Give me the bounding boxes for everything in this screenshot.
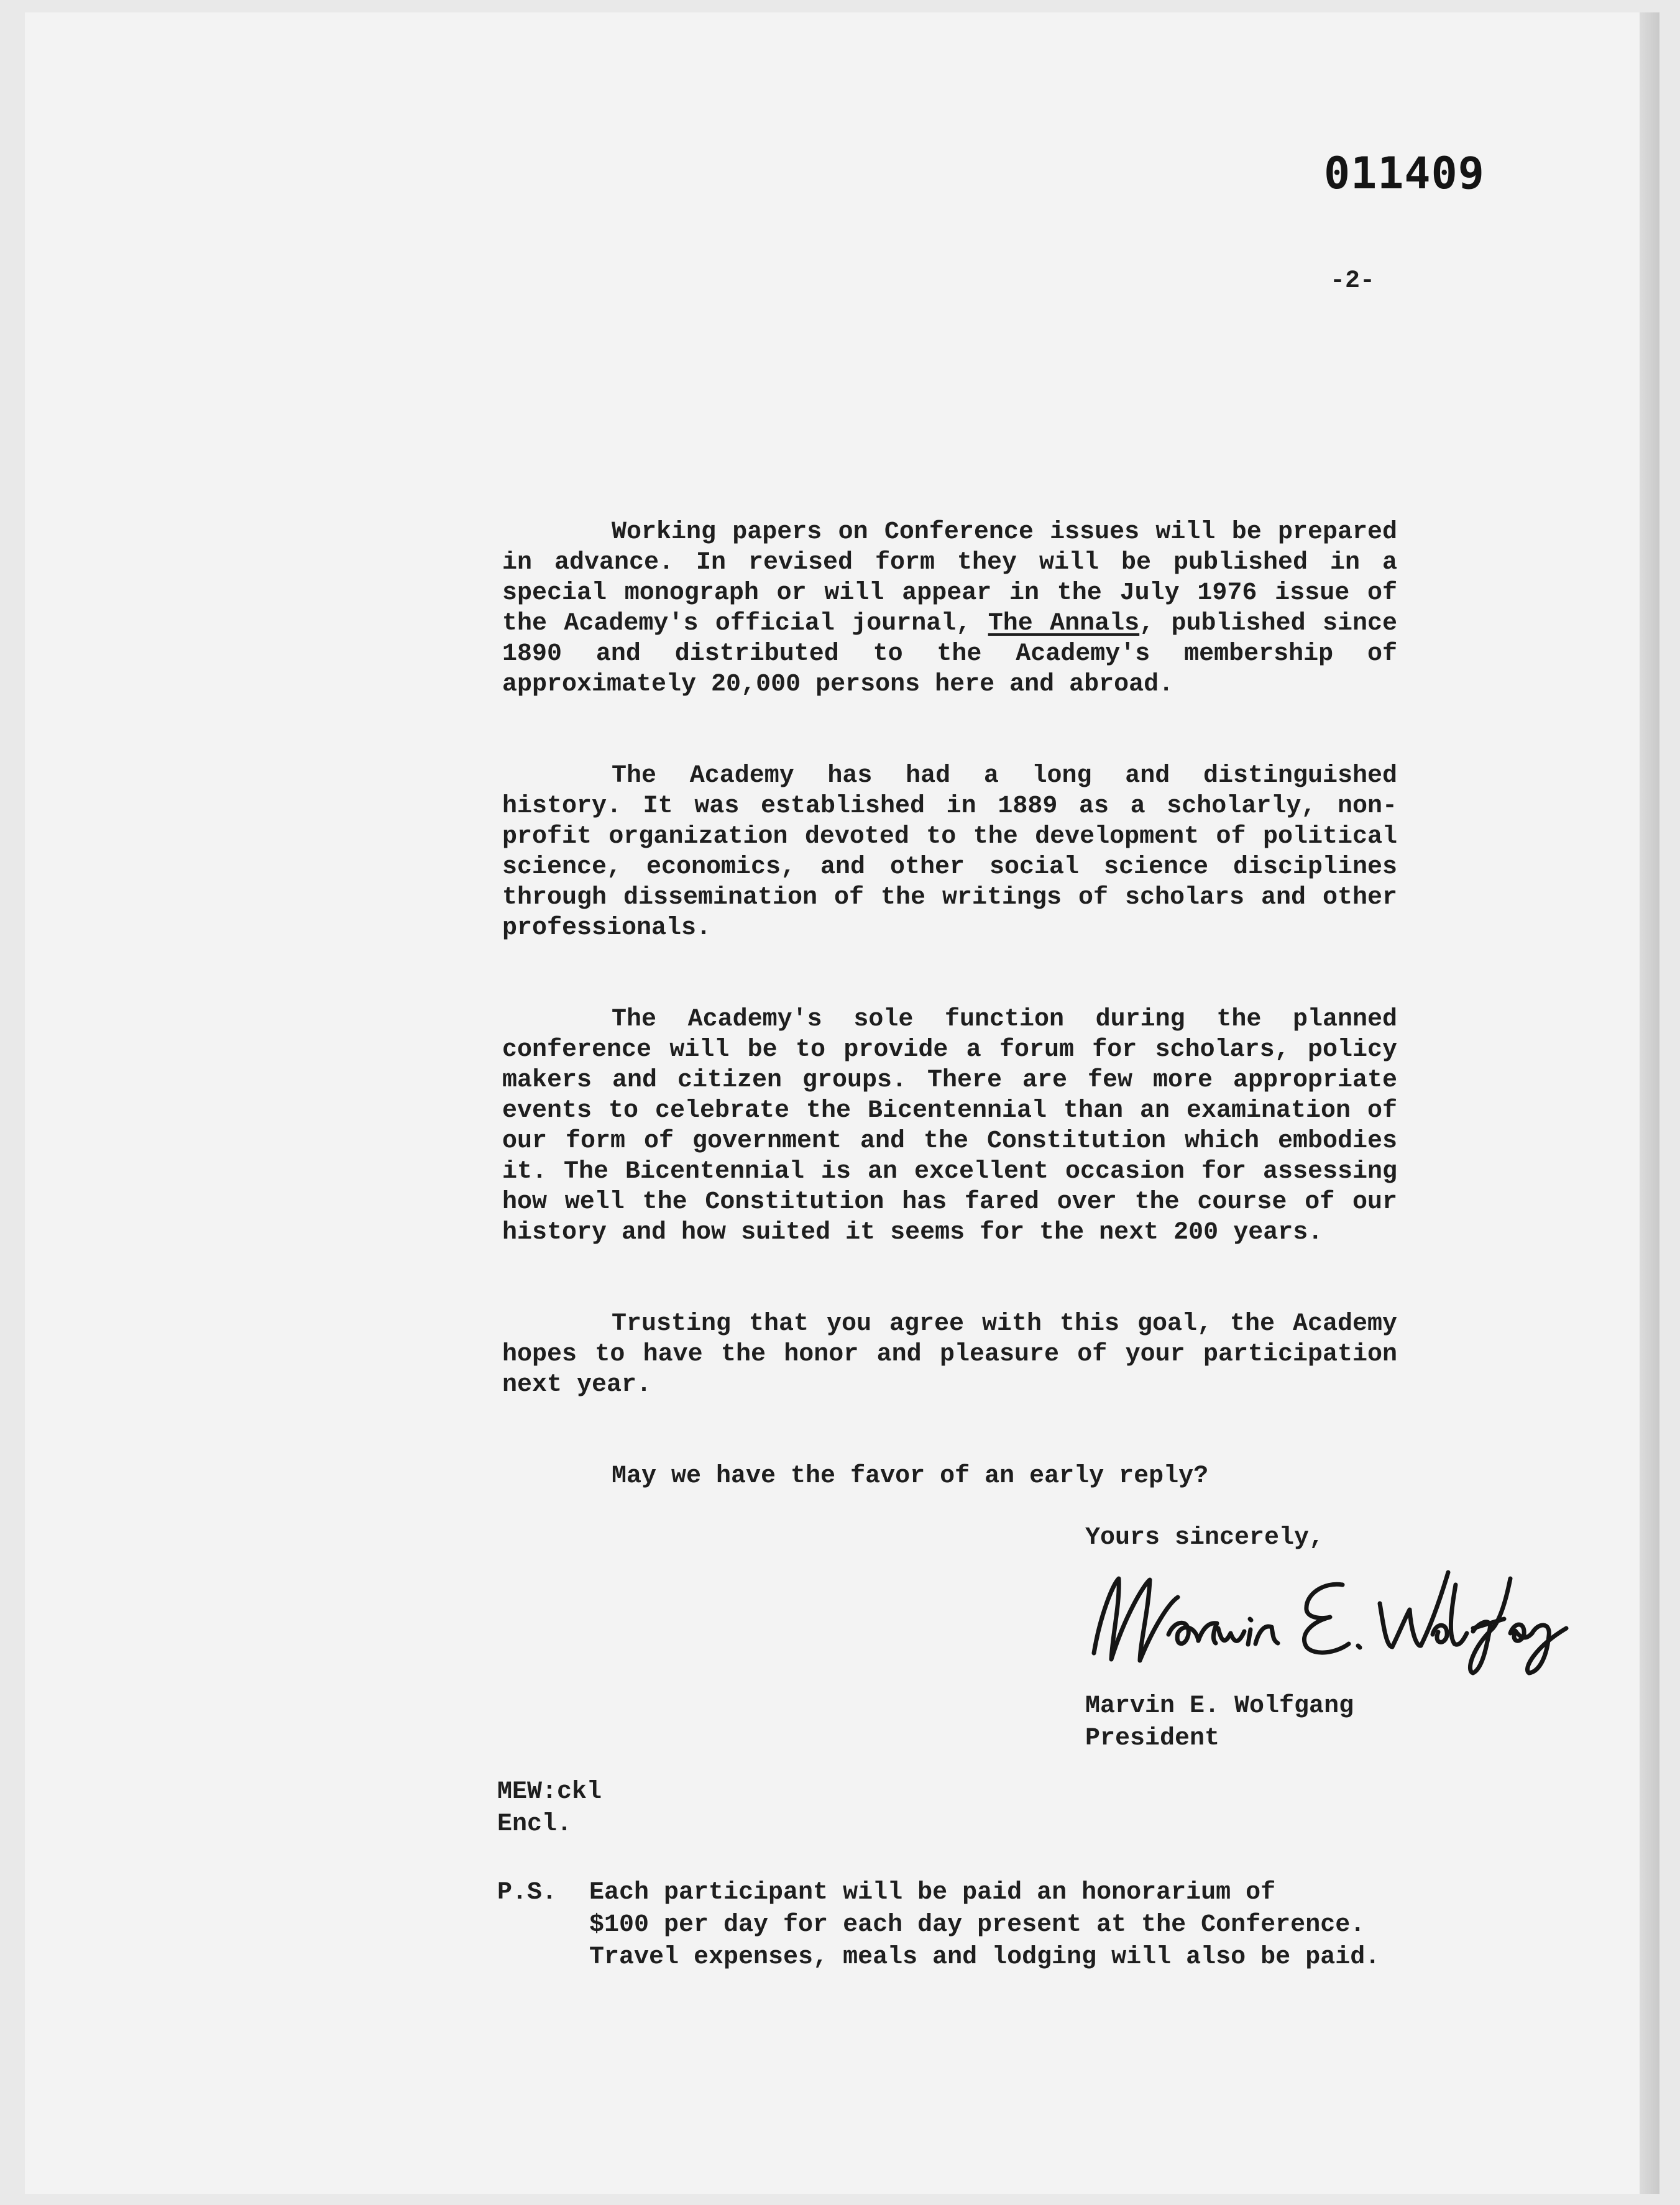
postscript-line: Travel expenses, meals and lodging will also be paid.: [589, 1943, 1380, 1971]
paragraph-academy-history: The Academy has had a long and distinguished history. It was established in 1889 as a scholarly, non-profit organization devoted to the development of political science, economics, and other social science disciplines through dissemination of the writings of scholars and other professionals.: [502, 762, 1397, 942]
document-number: 011409: [1324, 148, 1485, 199]
reference-block: [497, 1776, 602, 1841]
reference-initials: MEW:ckl: [497, 1778, 602, 1806]
paragraph-text: , published since 1890 and distributed to the Academy's membership of approximately 20,000 persons here and abroad.: [502, 610, 1397, 699]
enclosure-note: Encl.: [497, 1810, 572, 1838]
paragraph-early-reply: May we have the favor of an early reply?: [612, 1462, 1209, 1490]
signature-graphic: [1075, 1560, 1572, 1678]
postscript-label: P.S.: [497, 1879, 558, 1907]
paragraph-academy-function: The Academy's sole function during the planned conference will be to provide a forum for scholars, policy makers and citizen groups. There are few more appropriate events to celebrate the Bicentennial than an examination of our form of government and the Constitution which embodies it. The Bicentennial is an excellent occasion for assessing how well the Constitution has fared over the course of our history and how suited it seems for the next 200 years.: [502, 1006, 1397, 1247]
letter-body: [502, 517, 1397, 1492]
signer-block: [1085, 1690, 1354, 1755]
page-edge-shadow: [1640, 12, 1659, 2194]
paragraph-text: Working papers on Conference issues will be prepared in advance. In revised form they will be published in a special monograph or will appear in the July 1976 issue of the Academy's official journal,: [502, 518, 1397, 638]
complimentary-close: Yours sincerely,: [1085, 1524, 1324, 1552]
page-number: -2-: [1330, 267, 1375, 295]
signer-name: Marvin E. Wolfgang: [1085, 1692, 1354, 1720]
postscript-line: Each participant will be paid an honorarium of: [589, 1879, 1276, 1907]
paragraph-working-papers: [502, 517, 1397, 700]
paragraph-participation: Trusting that you agree with this goal, the Academy hopes to have the honor and pleasure of your participation next year.: [502, 1310, 1397, 1399]
postscript-text: [589, 1877, 1472, 1974]
journal-title: The Annals: [988, 610, 1140, 638]
letter-page: [25, 12, 1659, 2194]
postscript-line: $100 per day for each day present at the Conference.: [589, 1911, 1366, 1939]
handwritten-signature: [1075, 1560, 1572, 1678]
signer-title: President: [1085, 1725, 1220, 1753]
